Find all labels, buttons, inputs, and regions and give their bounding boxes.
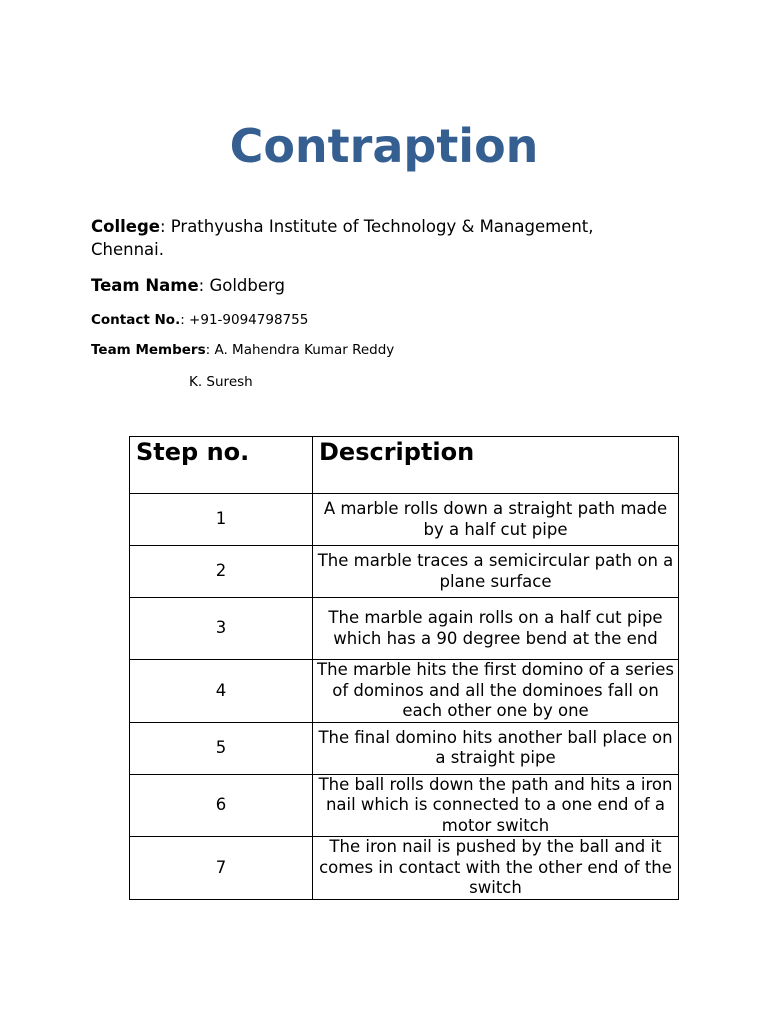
step-description: The ball rolls down the path and hits a iron nail which is connected to a one end of a motor switch [313, 774, 679, 837]
team-members-label: Team Members [91, 342, 206, 358]
page-title: Contraption [229, 119, 539, 173]
step-description: A marble rolls down a straight path made by a half cut pipe [313, 494, 679, 546]
table-row [130, 546, 679, 598]
team-members-line [91, 341, 394, 359]
team-name-line [91, 274, 285, 297]
contact-value: : +91-9094798755 [180, 312, 309, 328]
step-number: 3 [130, 598, 313, 660]
header-step-no: Step no. [130, 437, 313, 494]
step-number: 2 [130, 546, 313, 598]
table-header-row [130, 437, 679, 494]
step-description: The marble hits the first domino of a series of dominos and all the dominoes fall on each other one by one [313, 660, 679, 723]
team-name-label: Team Name [91, 276, 199, 295]
contact-label: Contact No. [91, 312, 181, 328]
table-row [130, 660, 679, 723]
step-number: 1 [130, 494, 313, 546]
step-number: 6 [130, 774, 313, 837]
step-description: The iron nail is pushed by the ball and it comes in contact with the other end of the switch [313, 837, 679, 900]
table-row [130, 837, 679, 900]
step-description: The marble traces a semicircular path on a plane surface [313, 546, 679, 598]
step-description: The marble again rolls on a half cut pipe which has a 90 degree bend at the end [313, 598, 679, 660]
college-label: College [91, 217, 160, 236]
table-row [130, 598, 679, 660]
steps-table [129, 436, 679, 900]
step-number: 4 [130, 660, 313, 723]
table-row [130, 774, 679, 837]
step-number: 7 [130, 837, 313, 900]
table-row [130, 722, 679, 774]
table-row [130, 494, 679, 546]
header-description: Description [313, 437, 679, 494]
college-line [91, 215, 661, 261]
contact-line [91, 311, 308, 329]
team-name-value: : Goldberg [198, 276, 285, 295]
team-members-value: : A. Mahendra Kumar Reddy [205, 342, 395, 358]
step-number: 5 [130, 722, 313, 774]
college-value: : Prathyusha Institute of Technology & Management, Chennai. [91, 217, 594, 259]
team-member-second: K. Suresh [189, 374, 253, 390]
step-description: The final domino hits another ball place on a straight pipe [313, 722, 679, 774]
